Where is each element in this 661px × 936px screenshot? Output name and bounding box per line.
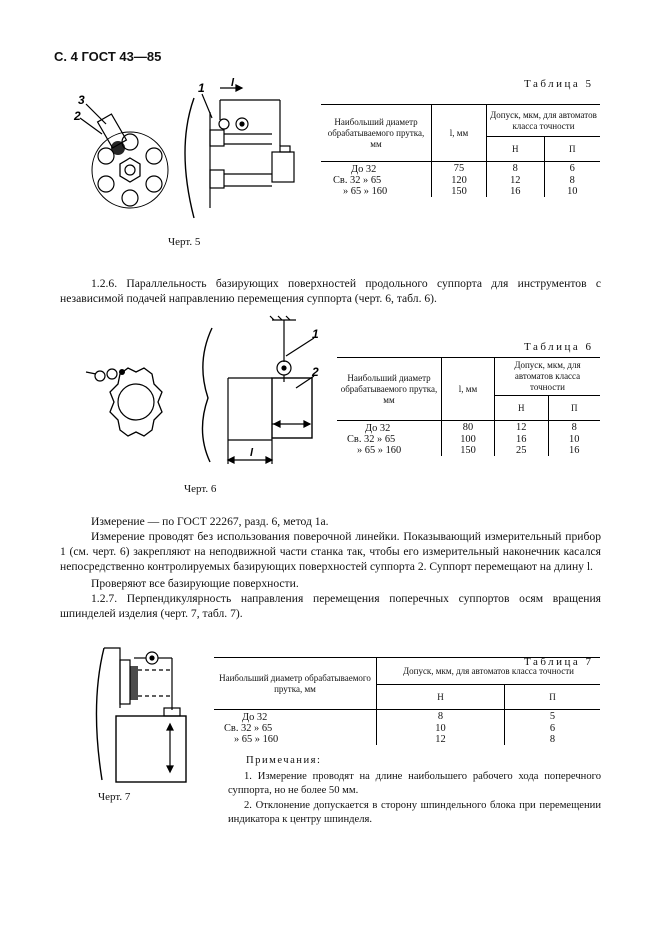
t7-h-tol: Допуск, мкм, для автоматов класса точности (377, 658, 601, 685)
t6-h-n: Н (495, 396, 549, 421)
para-method: Измерение проводят без использования поверочной линейки. Показывающий измерительный прибор 1 (см. черт. 6) закрепляют на неподвижной части станка так, чтобы его измерительный наконечник касался непосредственно контролируемых базирующих поверхностей суппорта 2. Суппорт перемещают на длину l. (60, 530, 601, 573)
table-row: » 65 » 160 (337, 445, 442, 456)
t6-cell: 100 (442, 434, 495, 445)
t7-h-p: П (504, 685, 600, 710)
t5-h-p: П (544, 137, 600, 162)
t5-cell: 8 (487, 162, 545, 176)
page-header: С. 4 ГОСТ 43—85 (54, 49, 162, 64)
table-6 (337, 357, 600, 456)
t5-cell: 150 (432, 186, 487, 197)
t7-h-n: Н (377, 685, 505, 710)
table-row: Св. 32 » 65 (214, 723, 377, 734)
d5-label-2: 2 (74, 109, 81, 123)
t6-cell: 80 (442, 421, 495, 435)
table-row: » 65 » 160 (214, 734, 377, 745)
drawing-7 (90, 644, 200, 784)
table-5 (321, 104, 600, 197)
table-row: До 32 (214, 710, 377, 724)
para-check: Проверяют все базирующие поверхности. (91, 577, 299, 590)
t5-h-n: Н (487, 137, 545, 162)
chert7-caption: Черт. 7 (98, 791, 131, 803)
t6-cell: 12 (495, 421, 549, 435)
d5-label-l: l (231, 78, 235, 89)
t7-cell: 8 (549, 734, 556, 745)
t6-cell: 8 (548, 421, 600, 435)
t7-cell: 5 (504, 710, 600, 724)
t6-h-tol: Допуск, мкм, для автоматов класса точности (495, 358, 601, 396)
para-126: 1.2.6. Параллельность базирующих поверхностей продольного суппорта для инструментов с независимой подачей направлению перемещения суппорта (черт. 6, табл. 6). (60, 277, 601, 305)
t6-cell: 10 (569, 434, 580, 445)
t7-cell: 12 (377, 734, 505, 745)
t6-cell: 150 (442, 445, 495, 456)
note-2: 2. Отклонение допускается в сторону шпиндельного блока при перемещении индикатора к центру шпинделя. (228, 800, 601, 825)
table-7 (214, 657, 600, 745)
t5-cell: 16 (487, 186, 545, 197)
t5-h-l: l, мм (432, 105, 487, 162)
t7-cell: 6 (549, 723, 556, 734)
table-row: До 32 (321, 162, 432, 176)
t6-cell: 25 (495, 445, 549, 456)
table-row: До 32 (337, 421, 442, 435)
t7-cell: 8 (377, 710, 505, 724)
para-measure: Измерение — по ГОСТ 22267, разд. 6, метод 1а. (91, 515, 329, 528)
t5-cell: 12 (487, 175, 545, 186)
t5-h-diam: Наибольший диаметр обрабатываемого прутка, мм (321, 105, 432, 162)
d6-label-2: 2 (312, 365, 319, 379)
d5-label-1: 1 (198, 81, 205, 95)
t6-cell: 16 (495, 434, 549, 445)
d5-label-3: 3 (78, 93, 85, 107)
table-row: Св. 32 » 65 (337, 434, 442, 445)
t5-h-tol: Допуск, мкм, для автоматов класса точности (487, 105, 601, 137)
t7-h-diam: Наибольший диаметр обрабатываемого прутка, мм (214, 658, 377, 710)
note-1: 1. Измерение проводят на длине наибольшего рабочего хода поперечного суппорта, но не более 50 мм. (228, 771, 601, 796)
table5-caption: Таблица 5 (524, 78, 594, 90)
table-row: Св. 32 » 65 (321, 175, 432, 186)
t6-h-p: П (548, 396, 600, 421)
drawing-6 (78, 312, 320, 470)
t5-cell: 75 (432, 162, 487, 176)
t7-cell: 10 (377, 723, 505, 734)
t5-cell: 6 (544, 162, 600, 176)
table7-caption: Таблица 7 (524, 656, 594, 668)
d6-label-l: l (250, 447, 254, 459)
table6-caption: Таблица 6 (524, 341, 594, 353)
t5-cell: 10 (567, 186, 578, 197)
t5-cell: 8 (569, 175, 575, 186)
table-row: » 65 » 160 (321, 186, 432, 197)
para-127: 1.2.7. Перпендикулярность направления перемещения поперечных суппортов осям вращения шпинделей изделия (черт. 7, табл. 7). (60, 592, 601, 620)
chert5-caption: Черт. 5 (168, 236, 201, 248)
chert6-caption: Черт. 6 (184, 483, 217, 495)
d6-label-1: 1 (312, 327, 319, 341)
t6-h-diam: Наибольший диаметр обрабатываемого прутка, мм (337, 358, 442, 421)
t6-h-l: l, мм (442, 358, 495, 421)
drawing-5 (66, 78, 306, 228)
t5-cell: 120 (432, 175, 487, 186)
notes-title: Примечания: (246, 755, 322, 766)
t6-cell: 16 (569, 445, 580, 456)
